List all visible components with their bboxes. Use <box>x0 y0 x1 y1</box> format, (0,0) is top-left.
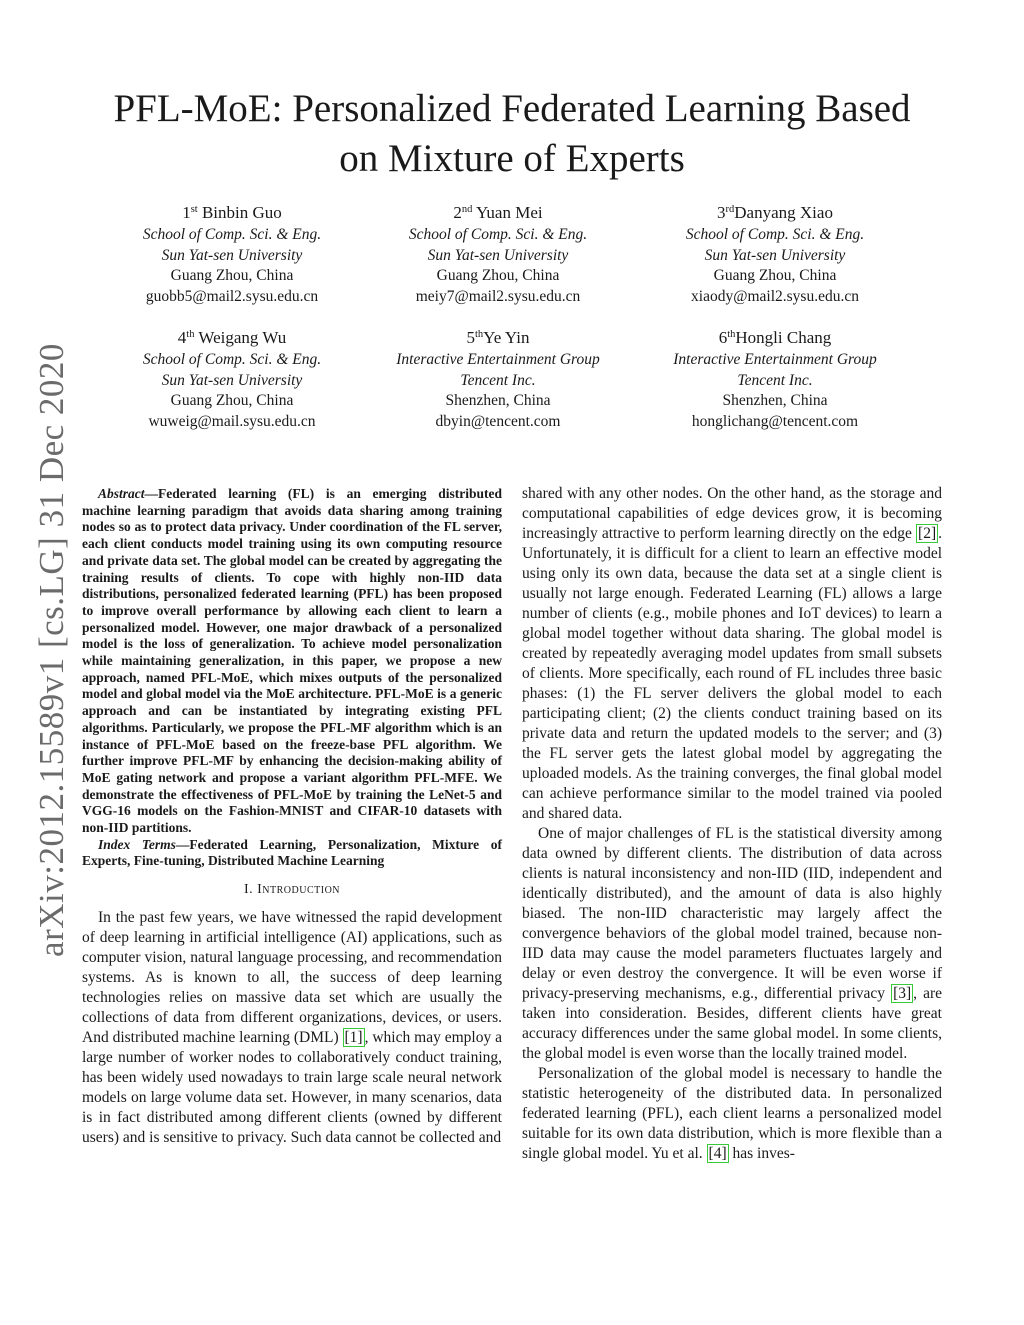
author-location: Shenzhen, China <box>722 392 828 409</box>
author-ordinal: 1 <box>182 203 191 222</box>
author-affiliation: School of Comp. Sci. & Eng. <box>142 226 322 243</box>
body-text: , are taken into consideration. Besides, different clients have great accuracy differences under the same global model. In some clients, the global model is even worse than the locally trained model. <box>522 985 943 1062</box>
author-institution: Sun Yat-sen University <box>161 246 303 264</box>
section-heading-introduction: I. Introduction <box>243 882 341 898</box>
author-ordinal-suffix: nd <box>461 204 473 215</box>
author-name: Hongli Chang <box>735 328 832 347</box>
author-ordinal: 2 <box>453 203 462 222</box>
title-line-1: PFL-MoE: Personalized Federated Learning Based <box>113 87 911 130</box>
body-text: Personalization of the global model is necessary to handle the statistic heterogeneity of the distributed data. In personalized federated learning (PFL), each client learns a personalized model suitable for its own data distribution, which is more flexible than a single global model. Yu et al. <box>522 1065 942 1162</box>
author-ordinal-suffix: th <box>186 329 195 340</box>
author-email: meiy7@mail2.sysu.edu.cn <box>415 287 581 305</box>
author-institution: Sun Yat-sen University <box>704 246 846 264</box>
author-ordinal: 4 <box>177 328 187 347</box>
author-name: Ye Yin <box>483 328 530 347</box>
author-email: xiaody@mail2.sysu.edu.cn <box>691 287 859 305</box>
body-text: shared with any other nodes. On the other hand, as the storage and computational capabilities of edge devices grow, it is becoming increasingly attractive to perform learning directly on the edge <box>522 485 942 542</box>
author-location: Guang Zhou, China <box>170 392 294 409</box>
author-affiliation: School of Comp. Sci. & Eng. <box>685 226 865 243</box>
body-paragraph-1-cont <box>522 484 942 824</box>
author-affiliation: Interactive Entertainment Group <box>673 351 877 368</box>
author-institution: Sun Yat-sen University <box>427 246 569 264</box>
abstract-dash: — <box>144 486 159 501</box>
author-block-4 <box>82 327 382 432</box>
paper-title <box>60 84 964 184</box>
body-text: has inves- <box>728 1145 795 1162</box>
author-block-3 <box>625 202 925 307</box>
body-text: . Unfortunately, it is difficult for a client to learn an effective model using only its own data, because the data set at a single client is usually not large enough. Federated Learning (FL) allows a large number of clients (e.g., mobile phones and IoT devices) to learn a global model together without data sharing. The global model is created by repeatedly averaging model updates from small subsets of clients. More specifically, each round of FL includes three basic phases: (1) the FL server delivers the global model to each participating client; (2) the clients conduct training based on its private data and return the updated models to the server; and (3) the FL server gets the latest global model by aggregating the uploaded models. As the training converges, the final global model can achieve performance similar to the model trained via pooled and shared data. <box>522 525 942 822</box>
index-terms-dash: — <box>175 836 190 852</box>
author-affiliation: School of Comp. Sci. & Eng. <box>142 351 322 368</box>
author-institution: Tencent Inc. <box>460 371 536 389</box>
body-text: In the past few years, we have witnessed the rapid development of deep learning in artificial intelligence (AI) applications, such as computer vision, natural language processing, and recommendation systems. As is known to all, the success of deep learning technologies relies on massive data set which are usually the collections of data from different organizations, devices, or users. And distributed machine learning (DML) <box>82 909 502 1047</box>
abstract-label: Abstract <box>98 486 145 501</box>
abstract <box>82 486 502 837</box>
author-ordinal-suffix: st <box>190 204 198 215</box>
author-institution: Tencent Inc. <box>737 371 813 389</box>
author-name: Weigang Wu <box>198 328 287 347</box>
author-ordinal: 6 <box>718 328 728 347</box>
arxiv-identifier: arXiv:2012.15589v1 [cs.LG] 31 Dec 2020 <box>32 343 71 957</box>
index-terms-label: Index Terms <box>98 836 176 852</box>
citation-link-4[interactable]: [4] <box>708 1145 727 1162</box>
author-ordinal: 3 <box>717 203 726 222</box>
author-block-2 <box>348 202 648 307</box>
right-column <box>522 484 942 1164</box>
author-affiliation: School of Comp. Sci. & Eng. <box>408 226 588 243</box>
author-ordinal: 5 <box>466 328 475 347</box>
body-paragraph-2 <box>522 824 942 1064</box>
author-location: Shenzhen, China <box>445 392 551 409</box>
body-paragraph-1-start <box>82 908 502 1148</box>
citation-link-2[interactable]: [2] <box>918 525 937 542</box>
author-block-1 <box>82 202 382 307</box>
title-line-2: on Mixture of Experts <box>339 137 685 180</box>
author-location: Guang Zhou, China <box>436 267 560 284</box>
author-block-6 <box>625 327 925 432</box>
author-name: Yuan Mei <box>476 203 543 222</box>
author-location: Guang Zhou, China <box>170 267 294 284</box>
citation-link-3[interactable]: [3] <box>893 985 912 1002</box>
body-text: , which may employ a large number of worker nodes to collaboratively conduct training, has been widely used nowadays to train large scale neural network models on large volume data set. However, in many scenarios, data is in fact distributed among different clients (owned by different users) and is sensitive to privacy. Such data cannot be collected and <box>82 1029 502 1147</box>
index-terms <box>82 837 502 870</box>
author-block-5 <box>348 327 648 432</box>
left-column <box>82 486 502 1148</box>
author-name: Danyang Xiao <box>734 203 833 222</box>
abstract-text: Federated learning (FL) is an emerging distributed machine learning paradigm that avoids data sharing among training nodes so as to protect data privacy. Under coordination of the FL server, each client conducts model training using its own computing resource and private data set. The global model can be created by aggregating the training results of clients. To cope with highly non-IID data distributions, personalized federated learning (PFL) has been proposed to improve overall performance by allowing each client to learn a personalized model. However, one major drawback of a personalized model is the loss of generalization. To achieve model personalization while maintaining generalization, in this paper, we propose a new approach, named PFL-MoE, which mixes outputs of the personalized model and global model via the MoE architecture. PFL-MoE is a generic approach and can be instantiated by integrating existing PFL algorithms. Particularly, we propose the PFL-MF algorithm which is an instance of PFL-MoE based on the freeze-base PFL algorithm. We further improve PFL-MF by enhancing the decision-making ability of MoE gating network and propose a variant algorithm PFL-MFE. We demonstrate the effectiveness of PFL-MoE by training the LeNet-5 and VGG-16 models on the Fashion-MNIST and CIFAR-10 datasets with non-IID partitions. <box>82 486 502 836</box>
author-ordinal-suffix: th <box>727 329 736 340</box>
citation-link-1[interactable]: [1] <box>344 1029 363 1047</box>
author-institution: Sun Yat-sen University <box>161 371 303 389</box>
author-ordinal-suffix: rd <box>725 204 735 215</box>
author-ordinal-suffix: th <box>475 329 484 340</box>
index-terms-text: Federated Learning, Personalization, Mixture of Experts, Fine-tuning, Distributed Machine Learning <box>82 836 502 869</box>
author-affiliation: Interactive Entertainment Group <box>396 351 600 368</box>
author-email: dbyin@tencent.com <box>435 412 561 430</box>
body-paragraph-3 <box>522 1064 942 1164</box>
body-text: One of major challenges of FL is the statistical diversity among data owned by different clients. The distribution of data across clients is natural inconsistency and non-IID (IID, independent and identically distributed), and the amount of data is also highly biased. The non-IID characteristic may largely affect the convergence behaviors of the global model trained, because non-IID data may cause the model parameters fluctuates largely and delay or even destroy the convergence. It will be even worse if privacy-preserving mechanisms, e.g., differential privacy <box>522 825 942 1002</box>
author-email: honglichang@tencent.com <box>691 412 859 430</box>
author-location: Guang Zhou, China <box>713 267 837 284</box>
author-email: wuweig@mail.sysu.edu.cn <box>148 412 316 430</box>
author-email: guobb5@mail2.sysu.edu.cn <box>145 287 319 305</box>
author-name: Binbin Guo <box>201 203 282 222</box>
